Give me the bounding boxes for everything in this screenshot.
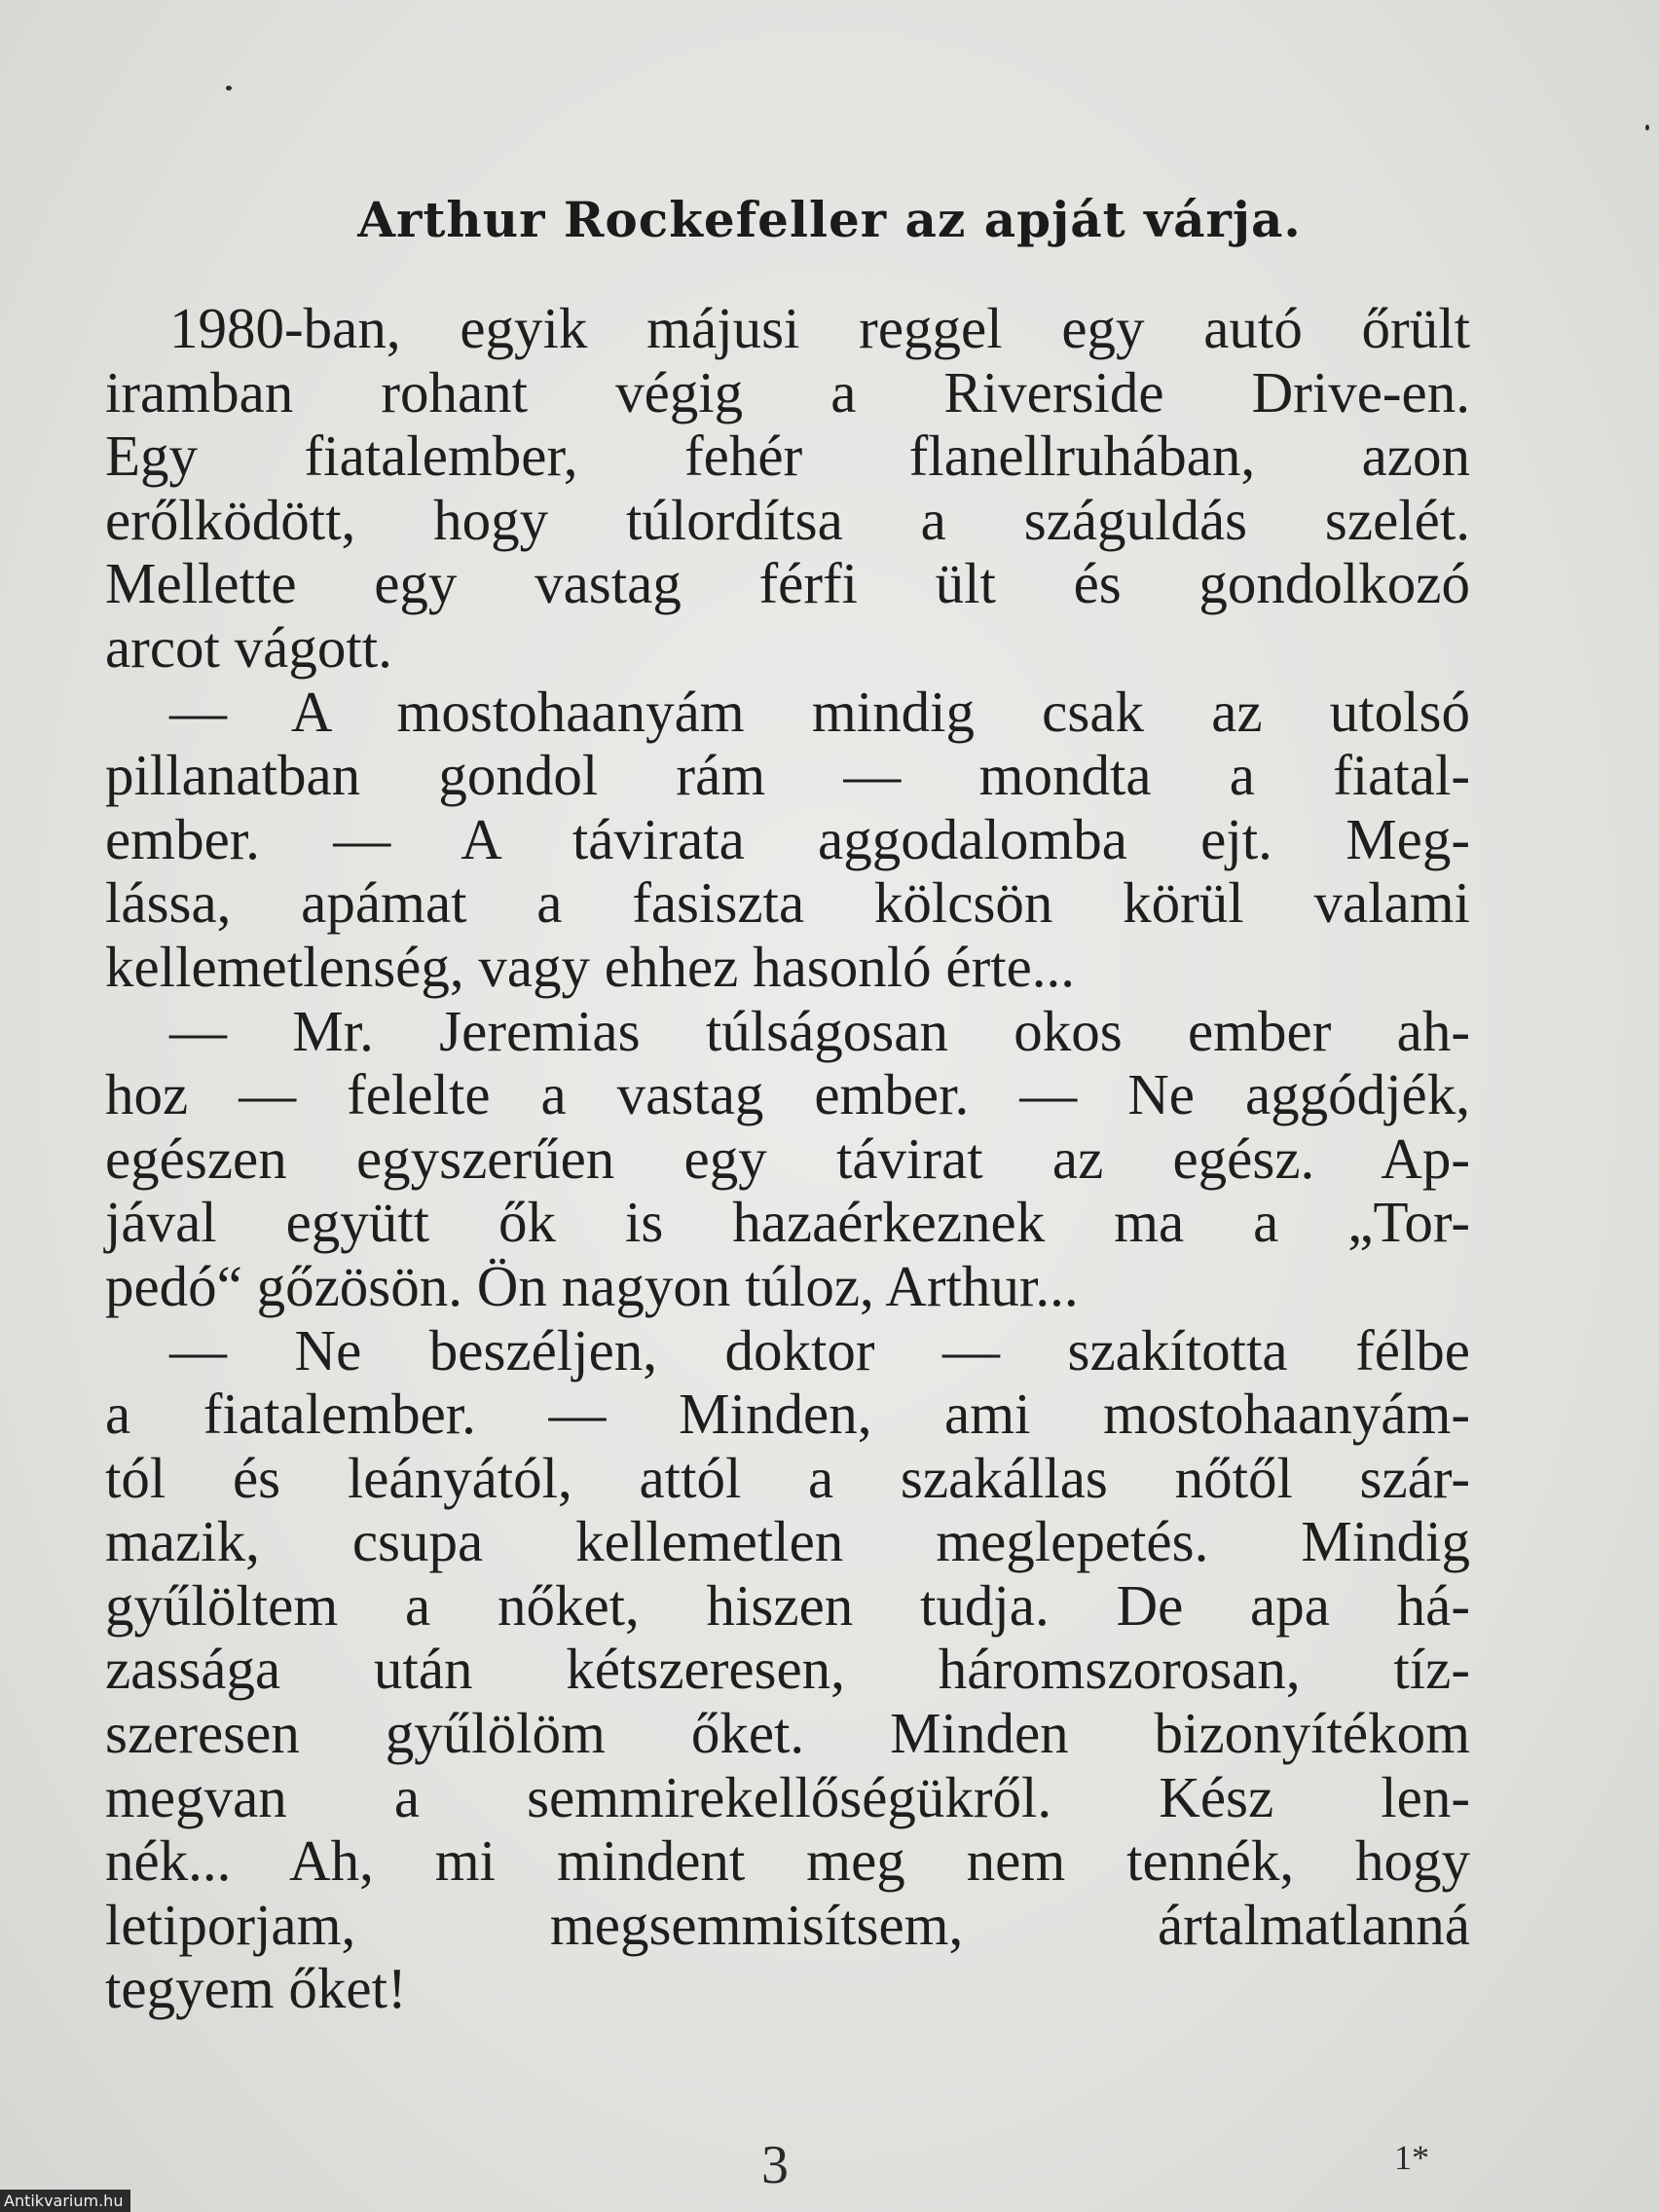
text-line: — Mr. Jeremias túlságosan okos ember ah- — [169, 998, 1470, 1063]
text-line: lássa, apámat a fasiszta kölcsön körül valami — [105, 870, 1470, 936]
paragraph — [105, 1319, 1470, 2022]
text-line: — A mostohaanyám mindig csak az utolsó — [169, 679, 1470, 744]
ink-speck — [226, 86, 232, 91]
page-number: 3 — [761, 2135, 789, 2195]
ink-speck — [1645, 125, 1649, 130]
text-line: 1980-ban, egyik májusi reggel egy autó őrült — [169, 296, 1470, 360]
text-line: tól és leányától, attól a szakállas nőtől szár- — [105, 1445, 1470, 1510]
text-line: hoz — felelte a vastag ember. — Ne aggódjék, — [105, 1062, 1470, 1127]
text-line: erőlködött, hogy túlordítsa a száguldás szelét. — [105, 487, 1470, 552]
text-line: ember. — A távirata aggodalomba ejt. Meg- — [105, 806, 1470, 871]
text-line: pedó“ gőzösön. Ön nagyon túloz, Arthur... — [105, 1253, 1079, 1318]
body-text — [105, 297, 1470, 2021]
paragraph — [105, 1000, 1470, 1319]
text-line: jával együtt ők is hazaérkeznek ma a „Tor- — [105, 1190, 1470, 1255]
text-line: zassága után kétszeresen, háromszorosan, tíz- — [105, 1637, 1470, 1702]
signature-mark: 1* — [1394, 2138, 1429, 2177]
text-line: — Ne beszéljen, doktor — szakította félbe — [169, 1317, 1470, 1382]
text-line: pillanatban gondol rám — mondta a fiatal- — [105, 743, 1470, 808]
text-line: arcot vágott. — [105, 614, 392, 680]
watermark: Antikvarium.hu — [0, 2190, 130, 2212]
text-line: letiporjam, megsemmisítsem, ártalmatlanná — [105, 1892, 1470, 1957]
text-line: tegyem őket! — [105, 1956, 407, 2021]
text-line: Egy fiatalember, fehér flanellruhában, azon — [105, 424, 1470, 489]
text-line: egészen egyszerűen egy távirat az egész. Ap- — [105, 1125, 1470, 1191]
text-line: megvan a semmirekellőségükről. Kész len- — [105, 1764, 1470, 1829]
text-line: kellemetlenség, vagy ehhez hasonló érte... — [105, 934, 1076, 999]
text-line: a fiatalember. — Minden, ami mostohaanyám- — [105, 1382, 1470, 1447]
text-line: mazik, csupa kellemetlen meglepetés. Mindig — [105, 1509, 1470, 1574]
text-line: iramban rohant végig a Riverside Drive-en. — [105, 359, 1470, 424]
paragraph — [105, 681, 1470, 1000]
text-line: szeresen gyűlölöm őket. Minden bizonyítékom — [105, 1701, 1470, 1766]
text-line: nék... Ah, mi mindent meg nem tennék, hogy — [105, 1828, 1470, 1894]
text-line: Mellette egy vastag férfi ült és gondolkozó — [105, 551, 1470, 616]
paragraph — [105, 297, 1470, 681]
chapter-title: Arthur Rockefeller az apját várja. — [357, 191, 1302, 248]
text-line: gyűlöltem a nőket, hiszen tudja. De apa há- — [105, 1572, 1470, 1638]
